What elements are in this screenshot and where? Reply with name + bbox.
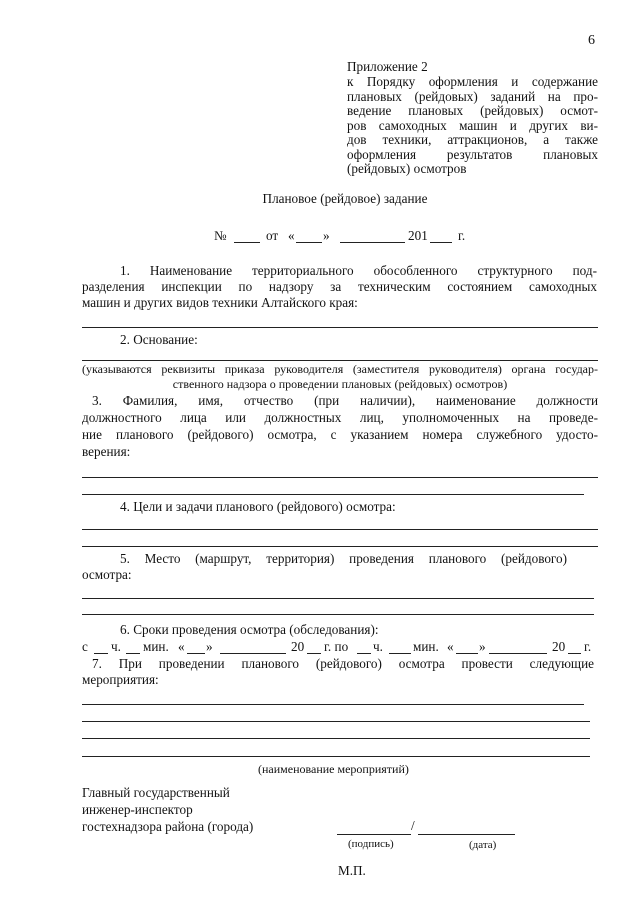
- year-prefix: 20: [291, 639, 305, 654]
- close-quote: »: [206, 639, 213, 654]
- slash: /: [411, 818, 415, 833]
- section7-fill-line: [82, 738, 590, 739]
- open-quote: «: [288, 228, 295, 243]
- section5-line: 5. Место (маршрут, территория) проведения планового (рейдового): [120, 551, 567, 566]
- signatory-line: гостехнадзора района (города): [82, 819, 254, 834]
- day-blank: [187, 653, 205, 654]
- from-prefix: с: [82, 639, 88, 654]
- minute-label: мин.: [143, 639, 169, 654]
- section5-line: осмотра:: [82, 567, 132, 582]
- appendix-line: дов техники, аттракционов, а также: [347, 132, 598, 147]
- hour-blank: [357, 653, 371, 654]
- section7-fill-line: [82, 756, 590, 757]
- section2-title: 2. Основание:: [120, 332, 198, 347]
- appendix-text: [347, 74, 598, 176]
- section4-fill-line: [82, 546, 598, 547]
- minute-blank: [389, 653, 411, 654]
- minute-label: мин.: [413, 639, 439, 654]
- hour-label: ч.: [373, 639, 383, 654]
- signatory-line: инженер-инспектор: [82, 802, 193, 817]
- section2-fill-line: [82, 360, 598, 361]
- open-quote: «: [178, 639, 185, 654]
- section3-fill-line: [82, 494, 584, 495]
- from-label: от: [266, 228, 279, 243]
- section1-line: разделения инспекции по надзору за техническим состоянием самоходных: [82, 279, 597, 294]
- signature-label: (подпись): [348, 838, 394, 850]
- section5-fill-line: [82, 614, 594, 615]
- section3-line: 3. Фамилия, имя, отчество (при наличии), наименование должности: [92, 393, 598, 408]
- close-quote: »: [323, 228, 330, 243]
- month-blank: [220, 653, 286, 654]
- minute-blank: [126, 653, 140, 654]
- hour-label: ч.: [111, 639, 121, 654]
- appendix-title: Приложение 2: [347, 59, 428, 74]
- document-title: Плановое (рейдовое) задание: [262, 191, 428, 206]
- stamp-place: М.П.: [338, 863, 366, 878]
- year-blank: [568, 653, 581, 654]
- year-prefix: 20: [552, 639, 566, 654]
- until-label: г. по: [324, 639, 349, 654]
- number-blank: [234, 242, 260, 243]
- section1-line: 1. Наименование территориального обособленного структурного под-: [120, 263, 597, 278]
- hour-blank: [94, 653, 108, 654]
- appendix-line: ведение плановых (рейдовых) осмот-: [347, 103, 598, 118]
- close-quote: »: [479, 639, 486, 654]
- section6-title: 6. Сроки проведения осмотра (обследования):: [120, 622, 379, 637]
- appendix-line: плановых (рейдовых) заданий на про-: [347, 88, 598, 104]
- section1-fill-line: [82, 327, 598, 328]
- signatory-line: Главный государственный: [82, 785, 230, 800]
- signature-blank: [337, 834, 411, 835]
- section7-fill-line: [82, 721, 590, 722]
- open-quote: «: [447, 639, 454, 654]
- year-prefix: 201: [408, 228, 428, 243]
- section4-title: 4. Цели и задачи планового (рейдового) осмотра:: [120, 499, 396, 514]
- events-note: (наименование мероприятий): [258, 762, 409, 776]
- appendix-line: ров самоходных машин и других ви-: [347, 117, 598, 133]
- day-blank: [456, 653, 478, 654]
- number-sign: №: [214, 228, 227, 243]
- date-label: (дата): [469, 839, 497, 851]
- section7-fill-line: [82, 704, 584, 705]
- section7-line: мероприятия:: [82, 672, 159, 687]
- section2-note: ственного надзора о проведении плановых (рейдовых) осмотров): [172, 377, 508, 391]
- section3-fill-line: [82, 477, 598, 478]
- section7-line: 7. При проведении планового (рейдового) осмотра провести следующие: [92, 656, 594, 671]
- month-blank: [340, 242, 405, 243]
- date-blank: [418, 834, 515, 835]
- section3-line: должностного лица или должностных лиц, уполномоченных на проведе-: [82, 410, 598, 425]
- appendix-line: к Порядку оформления и содержание: [347, 74, 598, 89]
- section2-note: (указываются реквизиты приказа руководителя (заместителя руководителя) органа государ-: [82, 362, 598, 376]
- section3-line: ние планового (рейдового) осмотра, с указанием номера служебного удосто-: [82, 427, 598, 442]
- month-blank: [489, 653, 547, 654]
- year-suffix: г.: [458, 228, 466, 243]
- day-blank: [296, 242, 322, 243]
- year-blank: [430, 242, 452, 243]
- appendix-line: оформления результатов плановых: [347, 146, 598, 162]
- section1-line: машин и других видов техники Алтайского края:: [82, 295, 358, 310]
- section4-fill-line: [82, 529, 598, 530]
- page-number: 6: [588, 33, 595, 48]
- appendix-line: (рейдовых) осмотров: [347, 161, 467, 176]
- section5-fill-line: [82, 598, 594, 599]
- year-suffix: г.: [584, 639, 592, 654]
- section3-line: верения:: [82, 444, 131, 459]
- year-blank: [307, 653, 321, 654]
